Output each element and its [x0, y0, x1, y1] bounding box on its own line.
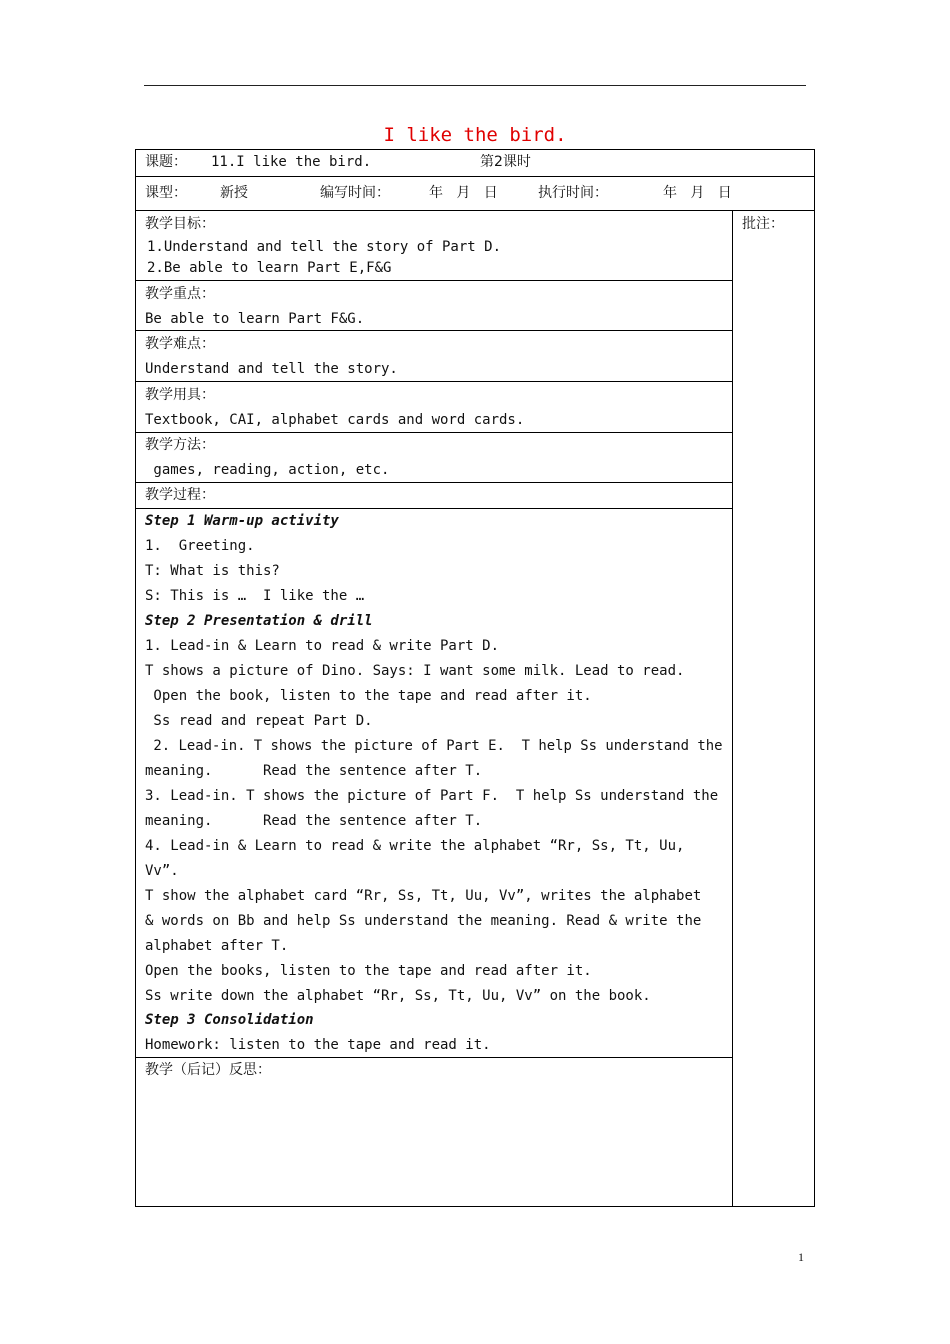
process-line: T shows a picture of Dino. Says: I want some milk. Lead to read. — [145, 663, 685, 679]
step-heading: Step 1 Warm-up activity — [145, 513, 339, 529]
row-divider — [135, 508, 733, 509]
row-divider — [135, 1057, 733, 1058]
process-line: T: What is this? — [145, 563, 280, 579]
process-line: Open the book, listen to the tape and read after it. — [145, 688, 592, 704]
process-line: alphabet after T. — [145, 938, 289, 954]
process-line: 1. Greeting. — [145, 538, 255, 554]
header-rule — [144, 85, 806, 86]
page-number: 1 — [798, 1250, 804, 1264]
process-line: S: This is … I like the … — [145, 588, 365, 604]
row-divider — [135, 330, 733, 331]
process-line: meaning. Read the sentence after T. — [145, 813, 483, 829]
step-heading: Step 3 Consolidation — [145, 1012, 314, 1028]
step-heading: Step 2 Presentation & drill — [145, 613, 373, 629]
process-line: Open the books, listen to the tape and read after it. — [145, 963, 592, 979]
period-value: 第2课时 — [480, 154, 531, 170]
methods-text: games, reading, action, etc. — [145, 462, 390, 478]
exec-date: 年 月 日 — [663, 185, 732, 201]
remarks-column-divider — [732, 210, 733, 1207]
topic-value: 11.I like the bird. — [211, 154, 372, 170]
objective-item: 2.Be able to learn Part E,F&G — [147, 260, 392, 276]
process-label: 教学过程： — [145, 487, 215, 503]
remarks-label: 批注： — [742, 216, 784, 232]
process-line: & words on Bb and help Ss understand the meaning. Read & write the — [145, 913, 702, 929]
lesson-type-value: 新授 — [220, 185, 248, 201]
lesson-type-label: 课型： — [145, 185, 187, 201]
write-date: 年 月 日 — [429, 185, 498, 201]
process-line: Ss read and repeat Part D. — [145, 713, 373, 729]
key-points-text: Be able to learn Part F&G. — [145, 311, 365, 327]
exec-time-label: 执行时间： — [538, 185, 608, 201]
row-divider — [135, 381, 733, 382]
process-line: 1. Lead-in & Learn to read & write Part D. — [145, 638, 500, 654]
process-line: 3. Lead-in. T shows the picture of Part F. T help Ss understand the — [145, 788, 719, 804]
row-divider — [135, 176, 815, 177]
process-line: 4. Lead-in & Learn to read & write the alphabet “Rr, Ss, Tt, Uu, — [145, 838, 685, 854]
row-divider — [135, 482, 733, 483]
process-line: Vv”. — [145, 863, 179, 879]
tools-label: 教学用具： — [145, 387, 215, 403]
write-time-label: 编写时间： — [320, 185, 390, 201]
row-divider — [135, 210, 815, 211]
reflection-label: 教学（后记）反思： — [145, 1062, 271, 1078]
key-points-label: 教学重点： — [145, 286, 215, 302]
process-line: meaning. Read the sentence after T. — [145, 763, 483, 779]
difficulties-label: 教学难点： — [145, 336, 215, 352]
objectives-label: 教学目标： — [145, 216, 215, 232]
methods-label: 教学方法： — [145, 437, 215, 453]
process-line: Ss write down the alphabet “Rr, Ss, Tt, Uu, Vv” on the book. — [145, 988, 651, 1004]
objective-item: 1.Understand and tell the story of Part D. — [147, 239, 502, 255]
tools-text: Textbook, CAI, alphabet cards and word cards. — [145, 412, 525, 428]
process-line: T show the alphabet card “Rr, Ss, Tt, Uu, Vv”, writes the alphabet — [145, 888, 702, 904]
difficulties-text: Understand and tell the story. — [145, 361, 398, 377]
document-title: I like the bird. — [383, 124, 567, 146]
topic-label: 课题： — [145, 154, 187, 170]
process-line: 2. Lead-in. T shows the picture of Part E. T help Ss understand the — [145, 738, 723, 754]
row-divider — [135, 280, 733, 281]
process-line: Homework: listen to the tape and read it. — [145, 1037, 491, 1053]
row-divider — [135, 432, 733, 433]
